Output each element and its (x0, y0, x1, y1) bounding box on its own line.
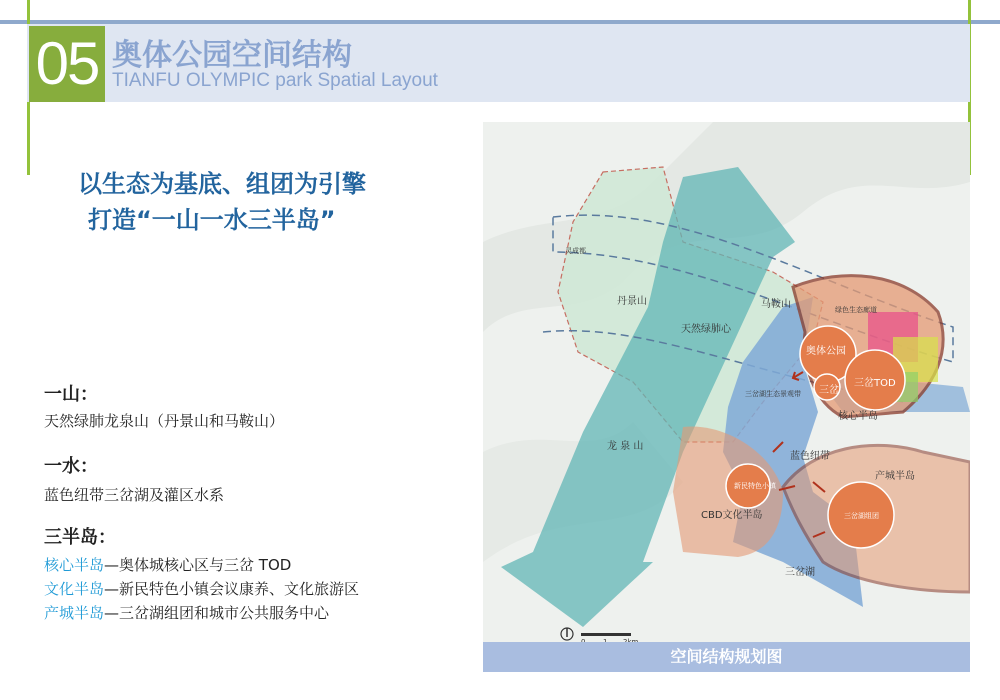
map-label-maan: 马鞍山 (761, 299, 791, 310)
map-label-corridor: 三岔湖生态景观带 (745, 390, 801, 398)
mountain-text: 天然绿肺龙泉山（丹景山和马鞍山） (44, 412, 285, 430)
map-label-cbd: CBD文化半岛 (701, 510, 763, 521)
peninsula-item-core (44, 554, 291, 575)
peninsula-desc: —奥体城核心区与三岔 TOD (104, 556, 292, 574)
peninsula-desc: —新民特色小镇会议康养、文化旅游区 (104, 580, 360, 598)
map-caption-bar (483, 642, 970, 672)
peninsula-name: 产城半岛 (44, 604, 105, 622)
peninsula-desc: —三岔湖组团和城市公共服务中心 (104, 604, 330, 622)
map-graphic (483, 122, 970, 672)
map-label-ecology: 绿色生态廊道 (835, 306, 877, 314)
section-number: 05 (29, 26, 105, 102)
map-label-blue-ribbon: 蓝色纽带 (790, 451, 830, 462)
slogan-line-1: 以生态为基底、组团为引擎 (78, 170, 366, 198)
map-label-sancha-hub: 三岔湖组团 (844, 512, 879, 520)
water-text: 蓝色纽带三岔湖及灌区水系 (44, 486, 225, 504)
map-label-chancheng: 产城半岛 (875, 471, 915, 482)
water-heading: 一水： (44, 456, 98, 477)
slogan-line-2: 打造“一山一水三半岛” (88, 206, 336, 234)
map-label-lvfei: 天然绿肺心 (681, 324, 731, 335)
spatial-structure-map (483, 122, 970, 672)
page-title: 奥体公园空间结构 (112, 38, 352, 73)
map-label-olympic: 奥体公园 (806, 346, 846, 357)
page-subtitle: TIANFU OLYMPIC park Spatial Layout (112, 70, 438, 91)
map-label-xinmin: 新民特色小镇 (734, 482, 776, 490)
map-label-lake: 三岔湖 (785, 567, 815, 578)
map-caption: 空间结构规划图 (670, 647, 783, 666)
mountain-heading: 一山： (44, 384, 98, 405)
map-label-core: 核心半岛 (838, 411, 878, 422)
map-label-longquan: 龙 泉 山 (607, 441, 644, 452)
peninsulas-heading: 三半岛： (44, 527, 116, 548)
map-label-danjing: 丹景山 (617, 296, 647, 307)
peninsula-name: 文化半岛 (44, 580, 105, 598)
peninsula-item-industry (44, 602, 329, 623)
peninsula-name: 核心半岛 (44, 556, 105, 574)
peninsula-item-culture (44, 578, 359, 599)
map-label-sancha: 三岔 (819, 385, 839, 396)
map-label-tod: 三岔TOD (854, 378, 896, 389)
map-label-lingshi: 灵成都 (565, 247, 586, 255)
